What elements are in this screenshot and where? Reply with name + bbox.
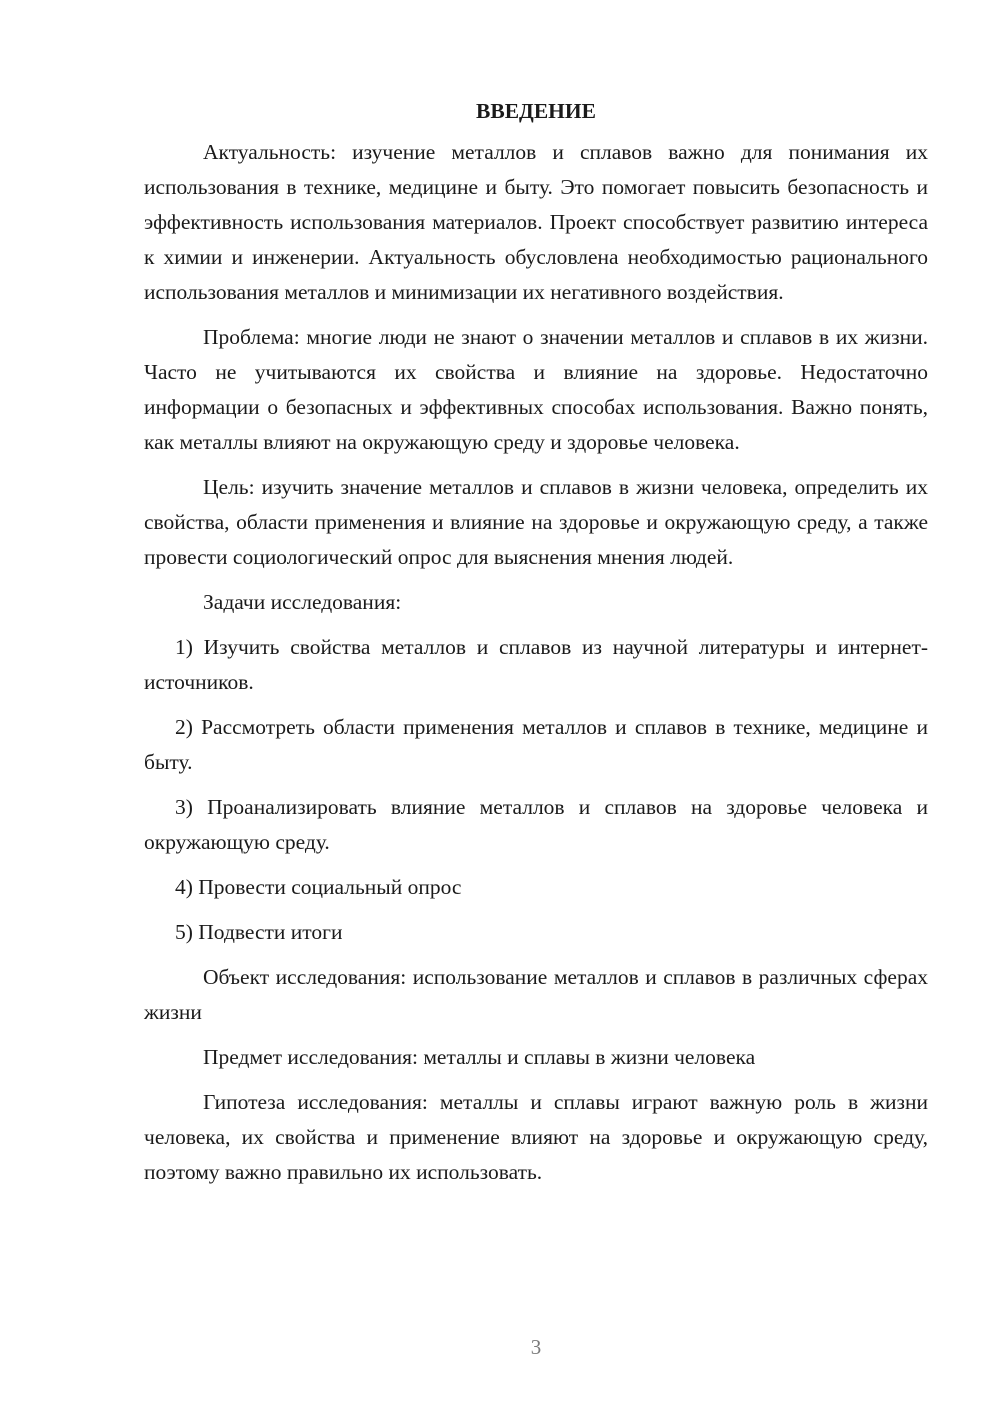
relevance-paragraph: Актуальность: изучение металлов и сплавов важно для понимания их использования в технике, медицине и быту. Это помогает повысить безопасность и эффективность использования материалов. Проект способствует развитию интереса к химии и инженерии. Актуальность обусловлена необходимостью рационального использования металлов и минимизации их негативного воздействия. [144,140,928,304]
page-number: 3 [530,1335,542,1359]
page-content [144,94,928,1190]
task-item-4: 4) Провести социальный опрос [175,875,462,899]
task-item-1: 1) Изучить свойства металлов и сплавов из научной литературы и интернет-источников. [144,635,928,694]
task-item-3: 3) Проанализировать влияние металлов и сплавов на здоровье человека и окружающую среду. [144,795,928,854]
hypothesis-paragraph: Гипотеза исследования: металлы и сплавы играют важную роль в жизни человека, их свойства и применение влияют на здоровье и окружающую среду, поэтому важно правильно их использовать. [144,1090,928,1184]
task-item-5: 5) Подвести итоги [175,920,343,944]
task-item-2: 2) Рассмотреть области применения металлов и сплавов в технике, медицине и быту. [144,715,928,774]
object-paragraph: Объект исследования: использование металлов и сплавов в различных сферах жизни [144,965,928,1024]
problem-paragraph: Проблема: многие люди не знают о значении металлов и сплавов в их жизни. Часто не учитываются их свойства и влияние на здоровье. Недостаточно информации о безопасных и эффективных способах использования. Важно понять, как металлы влияют на окружающую среду и здоровье человека. [144,325,928,454]
tasks-title: Задачи исследования: [203,590,402,614]
section-heading: ВВЕДЕНИЕ [476,99,596,123]
subject-paragraph: Предмет исследования: металлы и сплавы в жизни человека [203,1045,756,1069]
goal-paragraph: Цель: изучить значение металлов и сплавов в жизни человека, определить их свойства, области применения и влияние на здоровье и окружающую среду, а также провести социологический опрос для выяснения мнения людей. [144,475,928,569]
